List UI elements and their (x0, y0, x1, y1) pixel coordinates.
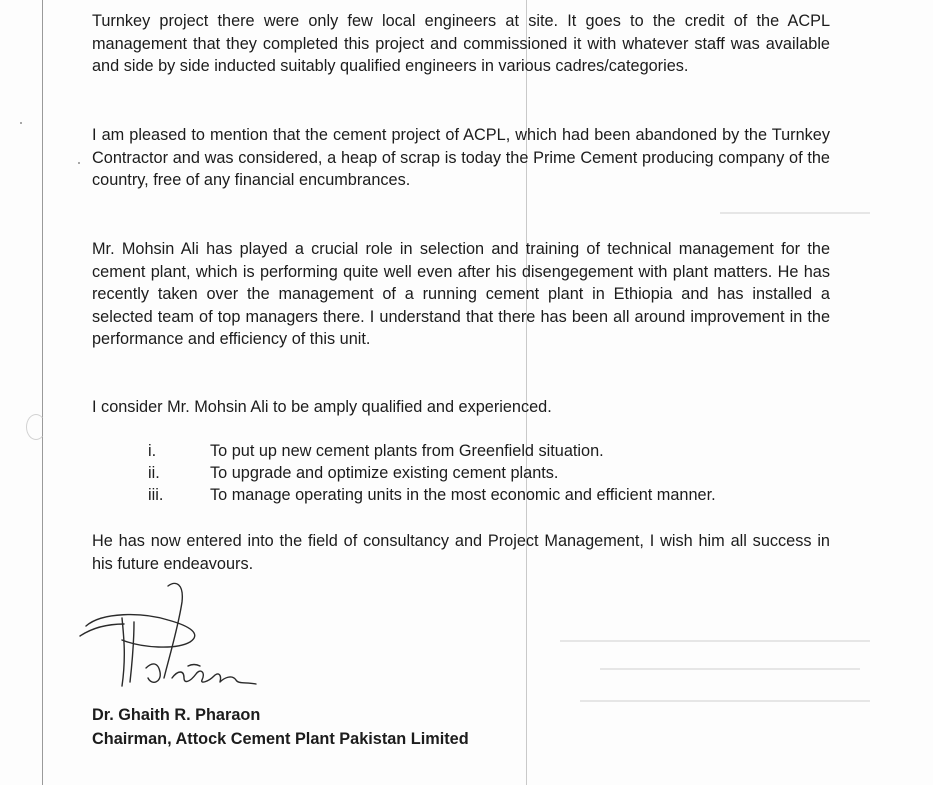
list-item-number: i. (148, 442, 157, 460)
scan-fold-line-left (42, 0, 43, 785)
bleed-through-mark (720, 212, 870, 214)
bleed-through-mark (600, 668, 860, 670)
paragraph-closing: He has now entered into the field of consultancy and Project Management, I wish him all success in his future endeavours. (92, 532, 830, 573)
signatory-name: Dr. Ghaith R. Pharaon (92, 706, 261, 724)
scan-fold-line-center (526, 0, 527, 785)
list-item-text: To put up new cement plants from Greenfield situation. (210, 442, 604, 460)
list-item-number: ii. (148, 464, 160, 482)
list-item-text: To manage operating units in the most economic and efficient manner. (210, 486, 716, 504)
scan-speck (20, 122, 22, 124)
punch-hole-mark (26, 414, 46, 440)
paragraph-mohsin-ali-role: Mr. Mohsin Ali has played a crucial role in selection and training of technical management for the cement plant, which is performing quite well even after his disengegement with plant matters. He has recently taken over the management of a running cement plant in Ethiopia and has installed a selected team of top managers there. I understand that there has been all around improvement in the performance and efficiency of this unit. (92, 240, 830, 349)
list-item-number: iii. (148, 486, 164, 504)
list-item (92, 440, 852, 462)
signatory-title: Chairman, Attock Cement Plant Pakistan Limited (92, 730, 469, 748)
list-item (92, 462, 852, 484)
paragraph-turnkey-project: Turnkey project there were only few local engineers at site. It goes to the credit of the ACPL management that they completed this project and commissioned it with whatever staff was available and side by side inducted suitably qualified engineers in various cadres/categories. (92, 12, 830, 76)
bleed-through-mark (560, 640, 870, 642)
list-item (92, 484, 852, 506)
handwritten-signature (72, 578, 272, 708)
list-item-text: To upgrade and optimize existing cement plants. (210, 464, 559, 482)
paragraph-qualification: I consider Mr. Mohsin Ali to be amply qualified and experienced. (92, 398, 552, 416)
paragraph-acpl-cement-project: I am pleased to mention that the cement project of ACPL, which had been abandoned by the Turnkey Contractor and was considered, a heap of scrap is today the Prime Cement producing company of the country, free of any financial encumbrances. (92, 126, 830, 190)
scan-speck (78, 162, 80, 164)
bleed-through-mark (580, 700, 870, 702)
